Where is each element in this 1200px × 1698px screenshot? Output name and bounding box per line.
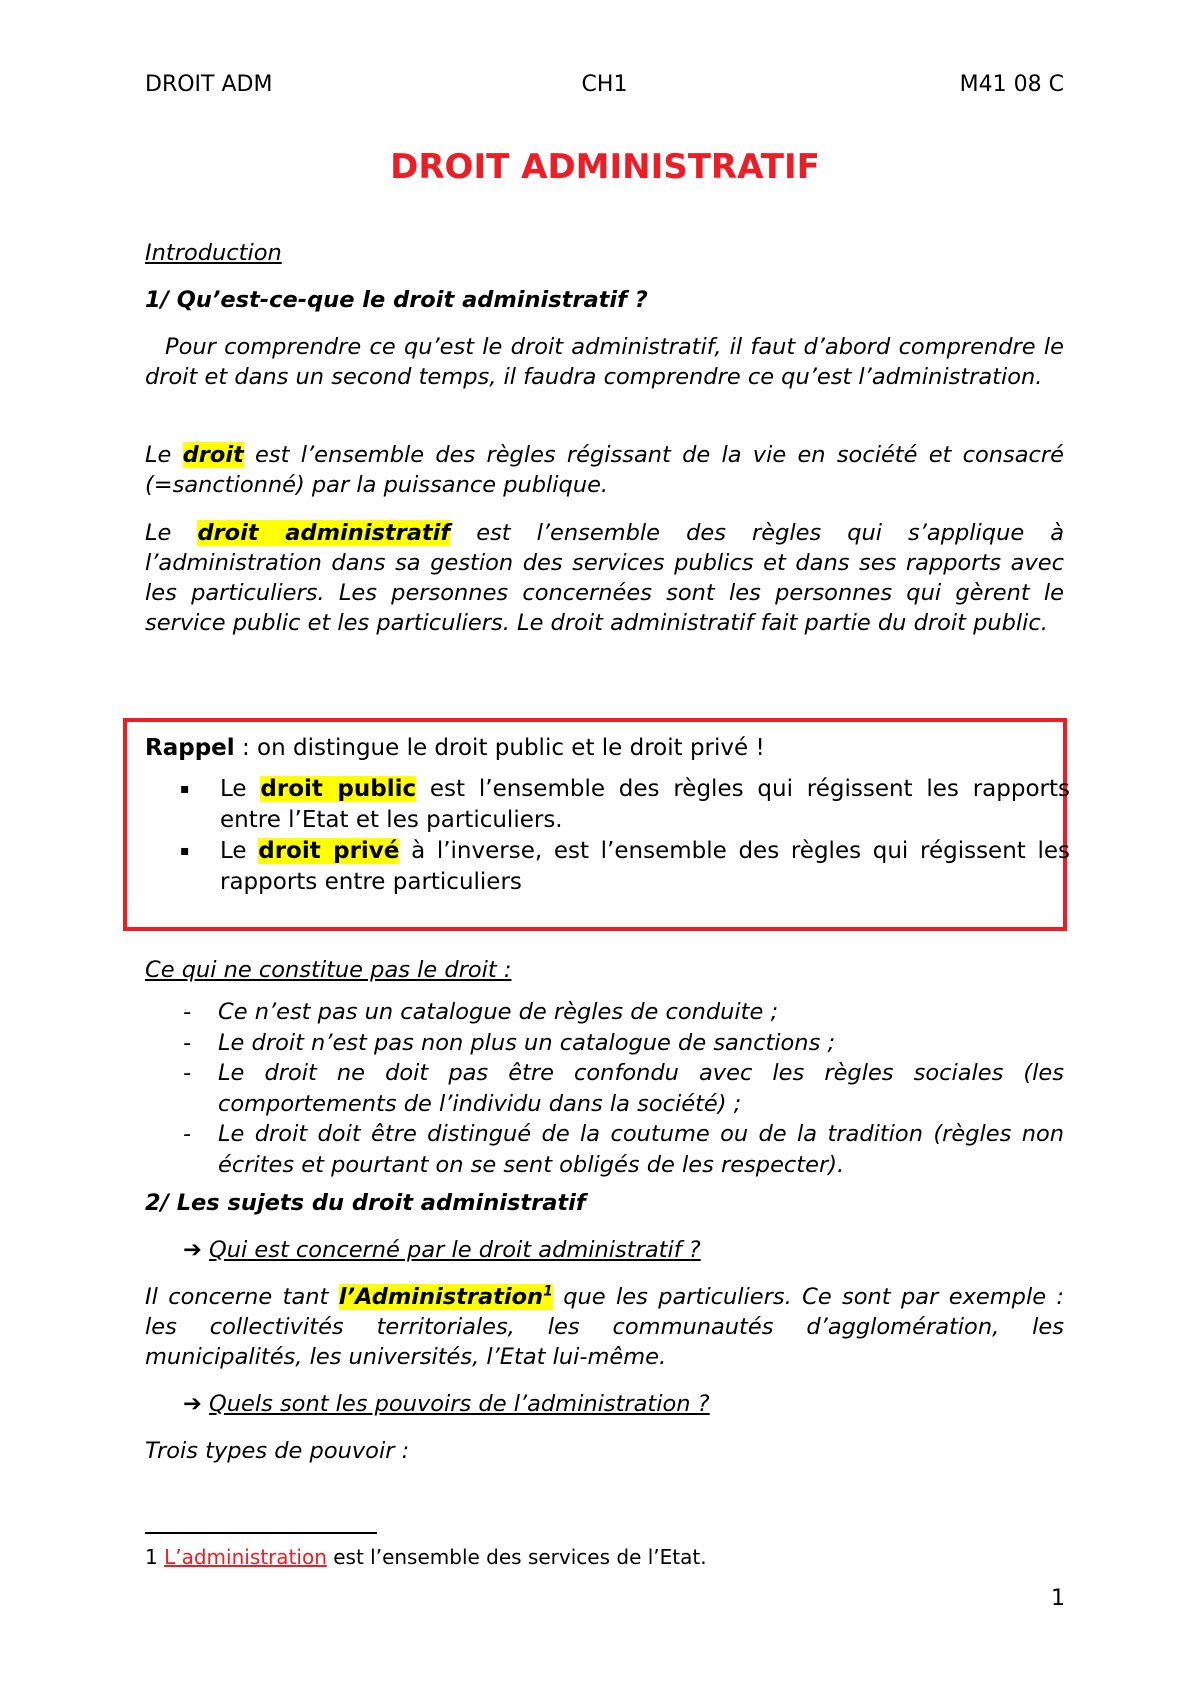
square-bullet-icon: ▪ bbox=[180, 843, 190, 859]
header-left: DROIT ADM bbox=[145, 72, 273, 97]
p-post: que les particuliers. Ce sont par exemple : les collectivités territoriales, les communautés d’agglomération, les municipalités, les universités, l’Etat lui-même. bbox=[145, 1284, 1065, 1370]
document-title: DROIT ADMINISTRATIF bbox=[390, 147, 820, 187]
section1-heading: 1/ Qu’est-ce-que le droit administratif ? bbox=[145, 287, 648, 313]
item-post: à l’inverse, est l’ensemble des règles qui régissent les rapports entre particuliers bbox=[220, 838, 1070, 895]
dash-bullet: - bbox=[183, 1121, 192, 1147]
term-text: l’Administration bbox=[338, 1284, 544, 1310]
term-droit-administratif: droit administratif bbox=[197, 520, 451, 546]
p3-pre: Le bbox=[145, 520, 198, 546]
list-item bbox=[145, 1058, 1064, 1119]
list-item-text: Le droit ne doit pas être confondu avec les règles sociales (les comportements de l’individu dans la société) ; bbox=[218, 1060, 1064, 1117]
footnote-separator bbox=[145, 1532, 377, 1534]
header-right: M41 08 C bbox=[959, 72, 1064, 97]
section2-paragraph1 bbox=[145, 1282, 1064, 1372]
dash-bullet: - bbox=[183, 1060, 192, 1086]
arrow-right-icon: ➔ bbox=[183, 1391, 202, 1417]
footnote-term-link[interactable]: L’administration bbox=[164, 1545, 327, 1569]
item-post: est l’ensemble des règles qui régissent les rapports entre l’Etat et les particuliers. bbox=[220, 776, 1070, 833]
footnote-ref[interactable]: 1 bbox=[543, 1283, 553, 1300]
p2-post: est l’ensemble des règles régissant de la vie en société et consacré (=sanctionné) par la puissance publique. bbox=[145, 442, 1065, 498]
rappel-intro bbox=[145, 733, 1070, 764]
square-bullet-icon: ▪ bbox=[180, 781, 190, 797]
section1-paragraph3 bbox=[145, 518, 1064, 638]
list-item bbox=[145, 1119, 1064, 1180]
list-item bbox=[145, 997, 1064, 1028]
not-droit-list bbox=[145, 997, 1064, 1180]
question-2 bbox=[183, 1389, 710, 1419]
section2-paragraph2: Trois types de pouvoir : bbox=[145, 1438, 410, 1464]
p-pre: Il concerne tant bbox=[145, 1284, 339, 1310]
footnote-number: 1 bbox=[145, 1545, 158, 1569]
footnote bbox=[145, 1543, 707, 1571]
p3-post: est l’ensemble des règles qui s’applique à l’administration dans sa gestion des services publics et dans ses rapports avec les particuliers. Les personnes concernées sont les personnes qui gèrent le service public et les particuliers. Le droit administratif fait partie du droit public. bbox=[145, 520, 1065, 636]
item-pre: Le bbox=[220, 776, 261, 802]
section1-paragraph1: Pour comprendre ce qu’est le droit administratif, il faut d’abord comprendre le droit et dans un second temps, il faudra comprendre ce qu’est l’administration. bbox=[145, 334, 1064, 390]
rappel-content bbox=[145, 733, 1070, 898]
dash-bullet: - bbox=[183, 1029, 192, 1056]
item-pre: Le bbox=[220, 838, 259, 864]
question-2-text: Quels sont les pouvoirs de l’administration ? bbox=[209, 1391, 710, 1417]
footnote-text: est l’ensemble des services de l’Etat. bbox=[326, 1545, 707, 1569]
page-number: 1 bbox=[1051, 1586, 1065, 1611]
arrow-right-icon: ➔ bbox=[183, 1237, 202, 1263]
p2-pre: Le bbox=[145, 442, 183, 468]
intro-heading: Introduction bbox=[145, 240, 282, 266]
dash-bullet: - bbox=[183, 999, 192, 1025]
header-center: CH1 bbox=[581, 72, 628, 97]
term-droit-prive: droit privé bbox=[258, 838, 400, 864]
term-droit: droit bbox=[182, 442, 244, 468]
term-droit-public: droit public bbox=[260, 776, 417, 802]
list-item-text: Ce n’est pas un catalogue de règles de conduite ; bbox=[218, 999, 779, 1025]
not-droit-heading: Ce qui ne constitue pas le droit : bbox=[145, 957, 512, 983]
list-item-text: Le droit doit être distingué de la coutume ou de la tradition (règles non écrites et pourtant on se sent obligés de les respecter). bbox=[218, 1121, 1064, 1178]
rappel-label: Rappel bbox=[145, 735, 235, 761]
rappel-item-droit-prive bbox=[145, 836, 1070, 898]
rappel-item-droit-public bbox=[145, 774, 1070, 836]
list-item bbox=[145, 1028, 1064, 1059]
page-header bbox=[145, 72, 1064, 102]
question-1-text: Qui est concerné par le droit administratif ? bbox=[209, 1237, 701, 1263]
section2-heading: 2/ Les sujets du droit administratif bbox=[145, 1190, 586, 1216]
rappel-text: : on distingue le droit public et le droit privé ! bbox=[234, 735, 765, 761]
list-item-text: Le droit n’est pas non plus un catalogue de sanctions ; bbox=[218, 1029, 836, 1056]
section1-paragraph2 bbox=[145, 440, 1064, 500]
term-administration bbox=[339, 1284, 553, 1310]
question-1 bbox=[183, 1235, 701, 1265]
